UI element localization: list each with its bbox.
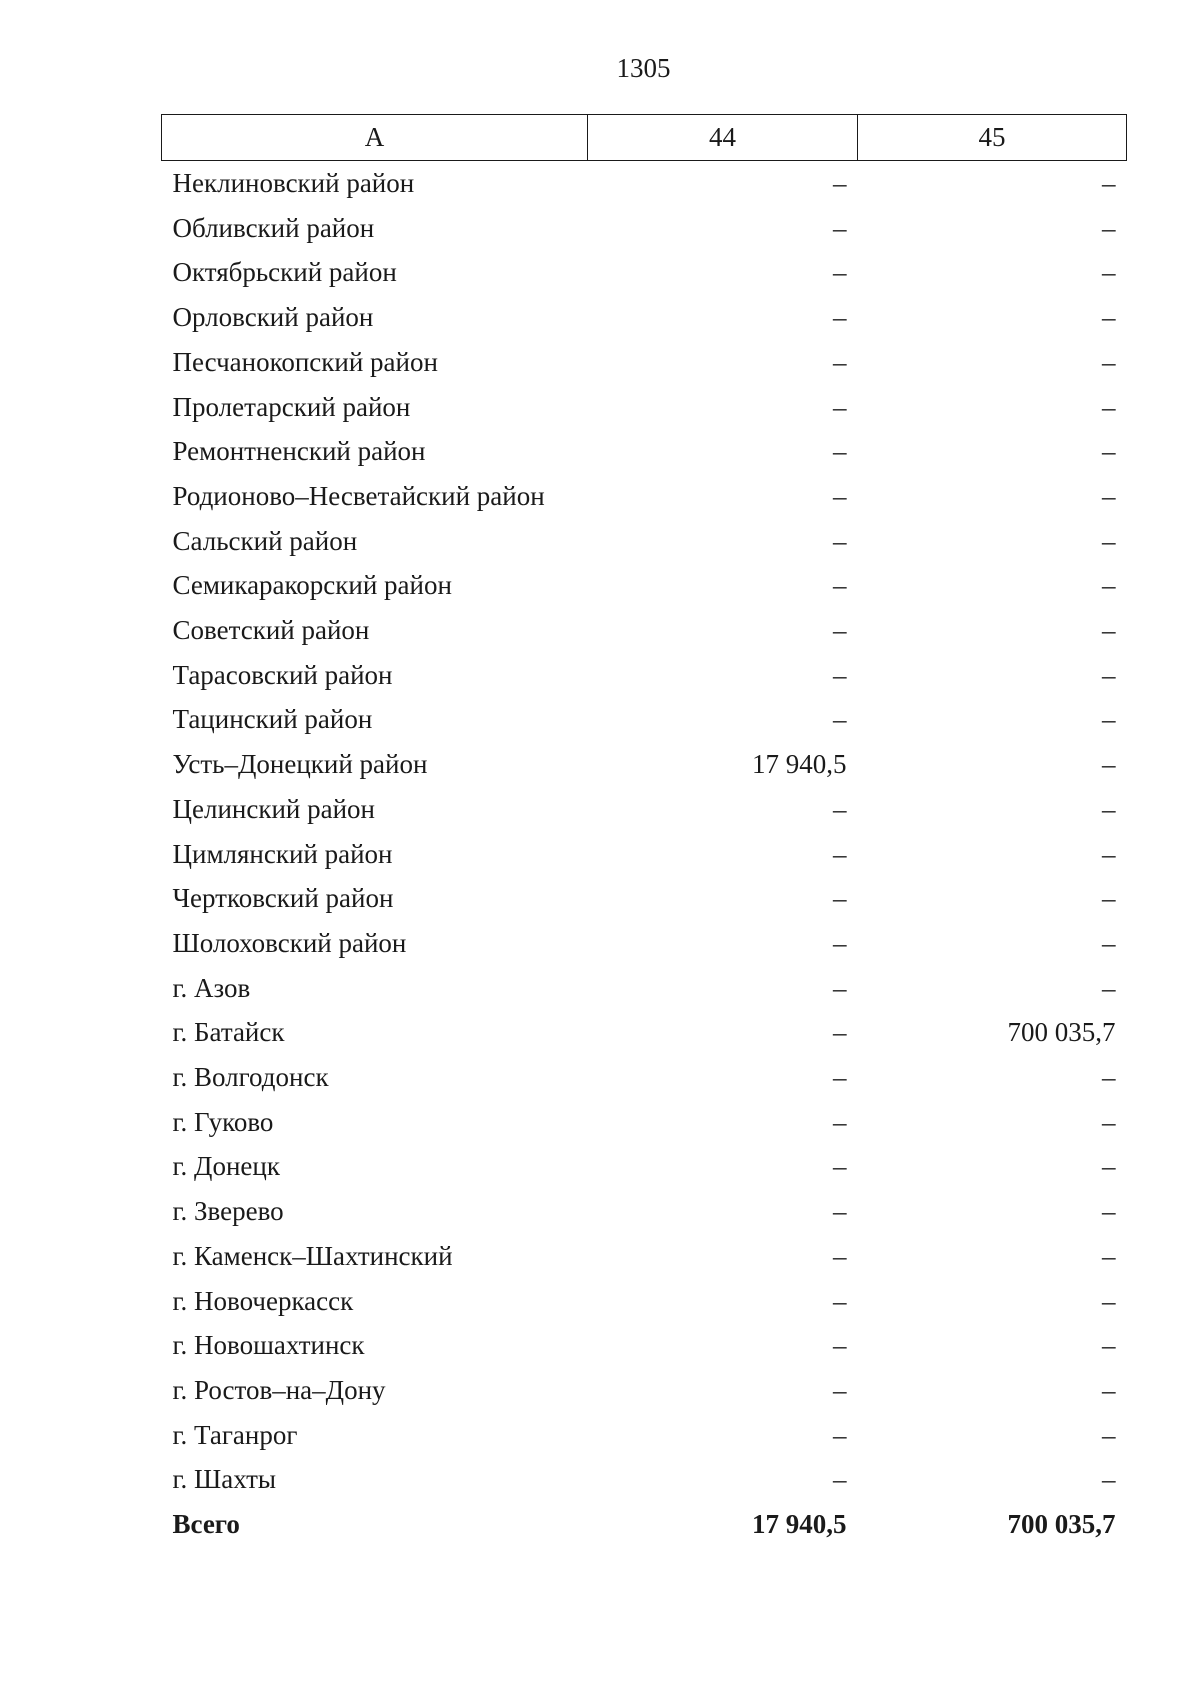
row-name-cell: г. Ростов–на–Дону: [172, 1374, 386, 1405]
value-cell-45: –: [1102, 793, 1116, 824]
value-cell-45: –: [1102, 838, 1116, 869]
table-row: [162, 206, 1127, 251]
value-cell-45: 700 035,7: [1007, 1017, 1116, 1048]
column-header-45: 45: [858, 115, 1127, 161]
table-row: [162, 697, 1127, 742]
table-header-row: [162, 115, 1127, 161]
value-cell-44: –: [833, 436, 847, 467]
value-cell-44: –: [833, 1285, 847, 1316]
value-cell-44: –: [833, 1196, 847, 1227]
value-cell-44: –: [833, 480, 847, 511]
value-cell-45: –: [1102, 972, 1116, 1003]
table-row: [162, 1144, 1127, 1189]
page-number: 1305: [616, 53, 671, 83]
table-row: [162, 161, 1127, 206]
value-cell-44: –: [833, 257, 847, 288]
row-name-cell: г. Новошахтинск: [172, 1330, 365, 1361]
value-cell-44: –: [833, 704, 847, 735]
value-cell-44: –: [833, 793, 847, 824]
value-cell-45: –: [1102, 257, 1116, 288]
table-row: [162, 250, 1127, 295]
value-cell-45: –: [1102, 1464, 1116, 1495]
table-row: [162, 295, 1127, 340]
value-cell-45: –: [1102, 1419, 1116, 1450]
value-cell-44: –: [833, 1330, 847, 1361]
row-name-cell: Неклиновский район: [172, 168, 415, 198]
value-cell-44: –: [833, 883, 847, 914]
row-name-cell: г. Новочеркасск: [172, 1285, 354, 1316]
data-table: [161, 114, 1127, 1547]
value-cell-45: –: [1102, 1151, 1116, 1182]
table-row: [162, 429, 1127, 474]
value-cell-45: –: [1102, 346, 1116, 377]
value-cell-45: –: [1102, 1285, 1116, 1316]
value-cell-44: –: [833, 168, 847, 198]
value-cell-45: –: [1102, 212, 1116, 243]
value-cell-44: –: [833, 212, 847, 243]
value-cell-44: –: [833, 570, 847, 601]
value-cell-45: –: [1102, 525, 1116, 556]
table-row: [162, 1279, 1127, 1324]
row-name-cell: Семикаракорский район: [172, 570, 452, 601]
table-row: [162, 1010, 1127, 1055]
table-row: [162, 742, 1127, 787]
total-value-44: 17 940,5: [752, 1509, 847, 1540]
table-row: [162, 1323, 1127, 1368]
table-body: [162, 161, 1127, 1547]
table-row: [162, 1234, 1127, 1279]
row-name-cell: Цимлянский район: [172, 838, 393, 869]
value-cell-44: –: [833, 391, 847, 422]
total-label: Всего: [172, 1509, 240, 1540]
row-name-cell: г. Батайск: [172, 1017, 285, 1048]
row-name-cell: г. Зверево: [172, 1196, 284, 1227]
data-table-container: [161, 114, 1126, 1547]
row-name-cell: Родионово–Несветайский район: [172, 480, 545, 511]
row-name-cell: г. Гуково: [172, 1106, 274, 1137]
row-name-cell: Пролетарский район: [172, 391, 411, 422]
row-name-cell: Советский район: [172, 615, 370, 646]
row-name-cell: г. Таганрог: [172, 1419, 298, 1450]
value-cell-45: –: [1102, 1106, 1116, 1137]
row-name-cell: Песчанокопский район: [172, 346, 438, 377]
value-cell-44: –: [833, 1106, 847, 1137]
table-row: [162, 563, 1127, 608]
table-row: [162, 787, 1127, 832]
table-row: [162, 921, 1127, 966]
table-row: [162, 1189, 1127, 1234]
row-name-cell: Сальский район: [172, 525, 358, 556]
table-row: [162, 653, 1127, 698]
table-row: [162, 608, 1127, 653]
row-name-cell: Тарасовский район: [172, 659, 393, 690]
table-row: [162, 876, 1127, 921]
value-cell-44: –: [833, 1151, 847, 1182]
value-cell-45: –: [1102, 927, 1116, 958]
value-cell-45: –: [1102, 659, 1116, 690]
table-row: [162, 1457, 1127, 1502]
column-header-a: А: [162, 115, 588, 161]
table-row: [162, 519, 1127, 564]
table-row: [162, 385, 1127, 430]
value-cell-44: –: [833, 1062, 847, 1093]
table-row: [162, 474, 1127, 519]
row-name-cell: г. Донецк: [172, 1151, 280, 1182]
value-cell-45: –: [1102, 302, 1116, 333]
row-name-cell: Целинский район: [172, 793, 375, 824]
value-cell-45: –: [1102, 391, 1116, 422]
value-cell-44: –: [833, 525, 847, 556]
value-cell-45: –: [1102, 436, 1116, 467]
table-row: [162, 1100, 1127, 1145]
value-cell-45: –: [1102, 704, 1116, 735]
row-name-cell: Ремонтненский район: [172, 436, 426, 467]
value-cell-44: –: [833, 346, 847, 377]
value-cell-44: –: [833, 1374, 847, 1405]
value-cell-45: –: [1102, 480, 1116, 511]
value-cell-45: –: [1102, 168, 1116, 198]
value-cell-45: –: [1102, 1062, 1116, 1093]
value-cell-45: –: [1102, 1374, 1116, 1405]
row-name-cell: Чертковский район: [172, 883, 394, 914]
value-cell-44: –: [833, 615, 847, 646]
value-cell-44: 17 940,5: [752, 749, 847, 780]
value-cell-45: –: [1102, 570, 1116, 601]
row-name-cell: г. Каменск–Шахтинский: [172, 1240, 453, 1271]
column-header-44: 44: [588, 115, 858, 161]
table-row: [162, 340, 1127, 385]
table-row: [162, 1368, 1127, 1413]
value-cell-45: –: [1102, 749, 1116, 780]
row-name-cell: Орловский район: [172, 302, 374, 333]
value-cell-44: –: [833, 927, 847, 958]
table-row: [162, 1055, 1127, 1100]
row-name-cell: г. Шахты: [172, 1464, 277, 1495]
value-cell-45: –: [1102, 1240, 1116, 1271]
row-name-cell: Обливский район: [172, 212, 375, 243]
value-cell-44: –: [833, 302, 847, 333]
row-name-cell: г. Волгодонск: [172, 1062, 329, 1093]
table-header: [162, 115, 1127, 161]
value-cell-45: –: [1102, 1196, 1116, 1227]
row-name-cell: Шолоховский район: [172, 927, 407, 958]
value-cell-45: –: [1102, 883, 1116, 914]
row-name-cell: Усть–Донецкий район: [172, 749, 428, 780]
table-row: [162, 1413, 1127, 1458]
value-cell-44: –: [833, 1464, 847, 1495]
value-cell-44: –: [833, 659, 847, 690]
total-value-45: 700 035,7: [1007, 1509, 1116, 1540]
value-cell-44: –: [833, 972, 847, 1003]
table-row: [162, 832, 1127, 877]
row-name-cell: Тацинский район: [172, 704, 373, 735]
value-cell-44: –: [833, 838, 847, 869]
total-row: [162, 1502, 1127, 1547]
table-row: [162, 966, 1127, 1011]
value-cell-45: –: [1102, 615, 1116, 646]
value-cell-45: –: [1102, 1330, 1116, 1361]
value-cell-44: –: [833, 1240, 847, 1271]
value-cell-44: –: [833, 1017, 847, 1048]
row-name-cell: г. Азов: [172, 972, 251, 1003]
row-name-cell: Октябрьский район: [172, 257, 397, 288]
value-cell-44: –: [833, 1419, 847, 1450]
